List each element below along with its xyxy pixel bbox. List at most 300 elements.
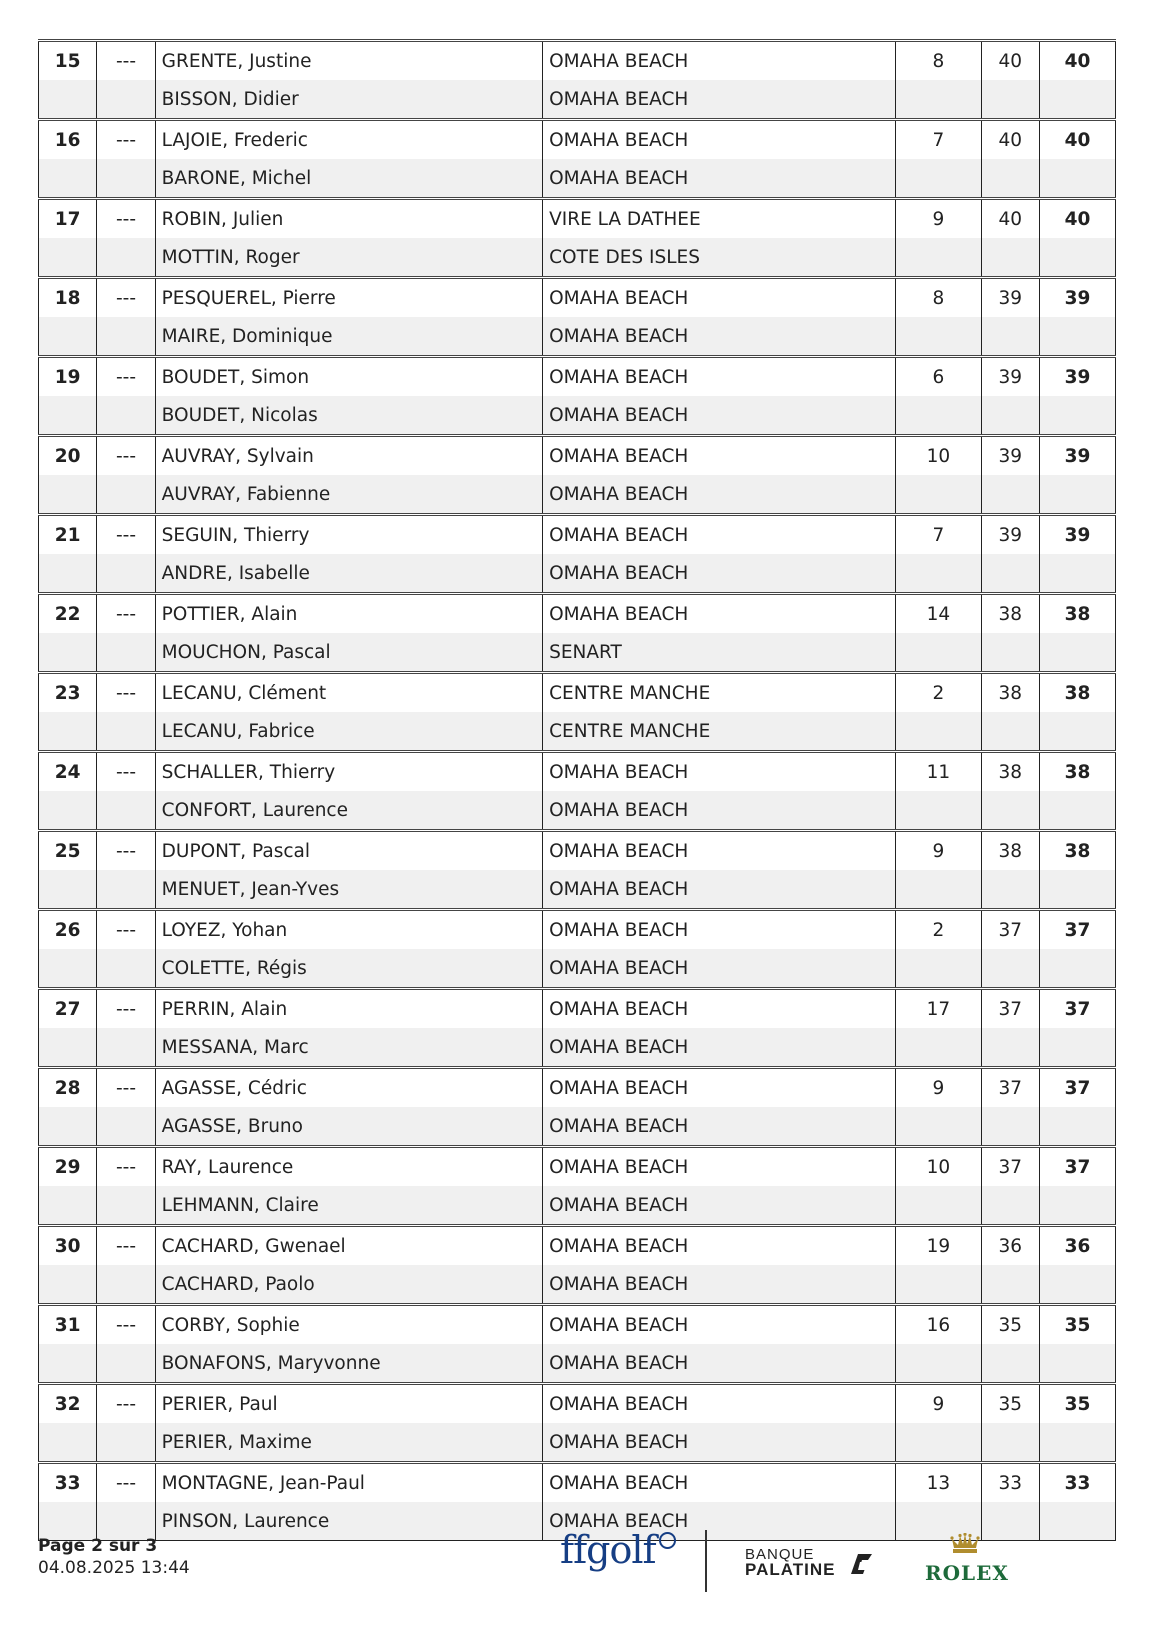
brut-score-cell-empty: [981, 317, 1039, 357]
player-name-cell: AGASSE, Cédric: [155, 1068, 542, 1108]
banque-palatine-emblem-icon: [848, 1550, 874, 1576]
rank-cell: 31: [39, 1305, 97, 1345]
rank-cell: 20: [39, 436, 97, 476]
partner-name-cell: BOUDET, Nicolas: [155, 396, 542, 436]
player-name-cell: ROBIN, Julien: [155, 199, 542, 239]
handicap-cell: 19: [896, 1226, 981, 1266]
marker-cell: ---: [97, 910, 155, 950]
total-score-cell-empty: [1039, 1028, 1115, 1068]
total-score-cell: 37: [1039, 1147, 1115, 1187]
brut-score-cell-empty: [981, 396, 1039, 436]
partner-name-cell: PERIER, Maxime: [155, 1423, 542, 1463]
total-score-cell-empty: [1039, 1107, 1115, 1147]
partner-club-cell: OMAHA BEACH: [543, 1502, 896, 1541]
brut-score-cell: 38: [981, 752, 1039, 792]
total-score-cell-empty: [1039, 712, 1115, 752]
total-score-cell: 39: [1039, 278, 1115, 318]
brut-score-cell-empty: [981, 1423, 1039, 1463]
brut-score-cell-empty: [981, 475, 1039, 515]
total-score-cell-empty: [1039, 870, 1115, 910]
handicap-cell: 7: [896, 515, 981, 555]
rank-cell: 28: [39, 1068, 97, 1108]
brut-score-cell: 40: [981, 41, 1039, 81]
club-cell: OMAHA BEACH: [543, 357, 896, 397]
rank-cell: 32: [39, 1384, 97, 1424]
brut-score-cell-empty: [981, 1186, 1039, 1226]
marker-cell: ---: [97, 989, 155, 1029]
handicap-cell-empty: [896, 1344, 981, 1384]
club-cell: OMAHA BEACH: [543, 1384, 896, 1424]
rank-cell-empty: [39, 712, 97, 752]
marker-cell-empty: [97, 159, 155, 199]
handicap-cell-empty: [896, 475, 981, 515]
team-row-main: [39, 1305, 1116, 1345]
team-row-main: [39, 1226, 1116, 1266]
handicap-cell: 2: [896, 673, 981, 713]
results-body: [39, 41, 1116, 1541]
club-cell: VIRE LA DATHEE: [543, 199, 896, 239]
rank-cell: 18: [39, 278, 97, 318]
brut-score-cell: 38: [981, 594, 1039, 634]
ffgolf-logo: [560, 1528, 656, 1572]
partner-club-cell: OMAHA BEACH: [543, 1186, 896, 1226]
partner-name-cell: CONFORT, Laurence: [155, 791, 542, 831]
marker-cell-empty: [97, 317, 155, 357]
team-row-main: [39, 831, 1116, 871]
team-row-main: [39, 910, 1116, 950]
brut-score-cell-empty: [981, 791, 1039, 831]
rank-cell: 19: [39, 357, 97, 397]
handicap-cell-empty: [896, 159, 981, 199]
club-cell: CENTRE MANCHE: [543, 673, 896, 713]
partner-club-cell: OMAHA BEACH: [543, 949, 896, 989]
partner-name-cell: LEHMANN, Claire: [155, 1186, 542, 1226]
partner-club-cell: OMAHA BEACH: [543, 1423, 896, 1463]
handicap-cell-empty: [896, 633, 981, 673]
team-row-main: [39, 436, 1116, 476]
marker-cell-empty: [97, 475, 155, 515]
partner-name-cell: BONAFONS, Maryvonne: [155, 1344, 542, 1384]
handicap-cell: 7: [896, 120, 981, 160]
team-row-main: [39, 1068, 1116, 1108]
marker-cell-empty: [97, 791, 155, 831]
club-cell: OMAHA BEACH: [543, 1147, 896, 1187]
club-cell: OMAHA BEACH: [543, 1068, 896, 1108]
brut-score-cell: 37: [981, 989, 1039, 1029]
total-score-cell-empty: [1039, 633, 1115, 673]
brut-score-cell-empty: [981, 870, 1039, 910]
player-name-cell: GRENTE, Justine: [155, 41, 542, 81]
marker-cell: ---: [97, 673, 155, 713]
handicap-cell: 6: [896, 357, 981, 397]
team-row-partner: [39, 712, 1116, 752]
team-row-partner: [39, 791, 1116, 831]
rank-cell-empty: [39, 791, 97, 831]
marker-cell-empty: [97, 1423, 155, 1463]
team-row-partner: [39, 396, 1116, 436]
club-cell: OMAHA BEACH: [543, 989, 896, 1029]
club-cell: OMAHA BEACH: [543, 278, 896, 318]
total-score-cell: 33: [1039, 1463, 1115, 1503]
handicap-cell-empty: [896, 949, 981, 989]
team-row-partner: [39, 1186, 1116, 1226]
player-name-cell: PESQUEREL, Pierre: [155, 278, 542, 318]
brut-score-cell-empty: [981, 633, 1039, 673]
marker-cell: ---: [97, 1384, 155, 1424]
handicap-cell: 14: [896, 594, 981, 634]
player-name-cell: POTTIER, Alain: [155, 594, 542, 634]
marker-cell: ---: [97, 831, 155, 871]
partner-club-cell: OMAHA BEACH: [543, 870, 896, 910]
rank-cell-empty: [39, 1502, 97, 1541]
partner-club-cell: CENTRE MANCHE: [543, 712, 896, 752]
team-row-main: [39, 752, 1116, 792]
team-row-main: [39, 357, 1116, 397]
brut-score-cell: 35: [981, 1384, 1039, 1424]
total-score-cell: 35: [1039, 1305, 1115, 1345]
partner-name-cell: BARONE, Michel: [155, 159, 542, 199]
handicap-cell: 9: [896, 1068, 981, 1108]
rank-cell-empty: [39, 949, 97, 989]
team-row-main: [39, 1384, 1116, 1424]
marker-cell-empty: [97, 238, 155, 278]
handicap-cell: 8: [896, 41, 981, 81]
rank-cell: 26: [39, 910, 97, 950]
club-cell: OMAHA BEACH: [543, 831, 896, 871]
rank-cell-empty: [39, 1186, 97, 1226]
marker-cell-empty: [97, 870, 155, 910]
rank-cell: 29: [39, 1147, 97, 1187]
total-score-cell: 39: [1039, 515, 1115, 555]
rank-cell-empty: [39, 554, 97, 594]
rank-cell: 25: [39, 831, 97, 871]
marker-cell-empty: [97, 949, 155, 989]
handicap-cell: 10: [896, 436, 981, 476]
partner-name-cell: LECANU, Fabrice: [155, 712, 542, 752]
marker-cell: ---: [97, 1463, 155, 1503]
handicap-cell-empty: [896, 317, 981, 357]
rank-cell-empty: [39, 1344, 97, 1384]
brut-score-cell: 39: [981, 357, 1039, 397]
total-score-cell: 38: [1039, 831, 1115, 871]
marker-cell-empty: [97, 1028, 155, 1068]
marker-cell: ---: [97, 1147, 155, 1187]
partner-club-cell: OMAHA BEACH: [543, 80, 896, 120]
partner-name-cell: MENUET, Jean-Yves: [155, 870, 542, 910]
partner-club-cell: OMAHA BEACH: [543, 317, 896, 357]
team-row-main: [39, 989, 1116, 1029]
total-score-cell-empty: [1039, 396, 1115, 436]
team-row-partner: [39, 238, 1116, 278]
player-name-cell: LAJOIE, Frederic: [155, 120, 542, 160]
player-name-cell: PERIER, Paul: [155, 1384, 542, 1424]
player-name-cell: SCHALLER, Thierry: [155, 752, 542, 792]
handicap-cell: 11: [896, 752, 981, 792]
handicap-cell-empty: [896, 1423, 981, 1463]
brut-score-cell: 37: [981, 1068, 1039, 1108]
banque-palatine-logo: [745, 1548, 835, 1578]
rank-cell-empty: [39, 1423, 97, 1463]
marker-cell: ---: [97, 594, 155, 634]
partner-club-cell: OMAHA BEACH: [543, 1107, 896, 1147]
partner-name-cell: AGASSE, Bruno: [155, 1107, 542, 1147]
total-score-cell: 40: [1039, 199, 1115, 239]
partner-name-cell: MAIRE, Dominique: [155, 317, 542, 357]
brut-score-cell: 40: [981, 120, 1039, 160]
total-score-cell-empty: [1039, 791, 1115, 831]
rank-cell: 17: [39, 199, 97, 239]
partner-club-cell: OMAHA BEACH: [543, 1028, 896, 1068]
team-row-partner: [39, 1423, 1116, 1463]
handicap-cell-empty: [896, 396, 981, 436]
handicap-cell: 17: [896, 989, 981, 1029]
rank-cell-empty: [39, 1265, 97, 1305]
partner-club-cell: OMAHA BEACH: [543, 554, 896, 594]
handicap-cell: 9: [896, 831, 981, 871]
handicap-cell-empty: [896, 1028, 981, 1068]
print-datetime: 04.08.2025 13:44: [38, 1558, 190, 1578]
partner-club-cell: OMAHA BEACH: [543, 159, 896, 199]
handicap-cell: 9: [896, 1384, 981, 1424]
rank-cell: 16: [39, 120, 97, 160]
team-row-main: [39, 594, 1116, 634]
marker-cell: ---: [97, 752, 155, 792]
marker-cell: ---: [97, 120, 155, 160]
handicap-cell: 10: [896, 1147, 981, 1187]
rank-cell-empty: [39, 159, 97, 199]
brut-score-cell: 40: [981, 199, 1039, 239]
total-score-cell: 39: [1039, 436, 1115, 476]
team-row-partner: [39, 475, 1116, 515]
total-score-cell: 38: [1039, 594, 1115, 634]
club-cell: OMAHA BEACH: [543, 1463, 896, 1503]
total-score-cell: 36: [1039, 1226, 1115, 1266]
handicap-cell-empty: [896, 1107, 981, 1147]
handicap-cell-empty: [896, 712, 981, 752]
total-score-cell-empty: [1039, 554, 1115, 594]
total-score-cell: 40: [1039, 120, 1115, 160]
handicap-cell-empty: [896, 870, 981, 910]
brut-score-cell: 38: [981, 673, 1039, 713]
total-score-cell-empty: [1039, 475, 1115, 515]
club-cell: OMAHA BEACH: [543, 594, 896, 634]
player-name-cell: BOUDET, Simon: [155, 357, 542, 397]
marker-cell: ---: [97, 278, 155, 318]
total-score-cell: 35: [1039, 1384, 1115, 1424]
rank-cell: 33: [39, 1463, 97, 1503]
marker-cell-empty: [97, 1265, 155, 1305]
rank-cell-empty: [39, 80, 97, 120]
team-row-partner: [39, 317, 1116, 357]
team-row-partner: [39, 80, 1116, 120]
team-row-partner: [39, 1028, 1116, 1068]
marker-cell: ---: [97, 1305, 155, 1345]
ffgolf-logo-text: ffgolf: [560, 1528, 656, 1572]
total-score-cell-empty: [1039, 80, 1115, 120]
handicap-cell: 2: [896, 910, 981, 950]
marker-cell-empty: [97, 1344, 155, 1384]
team-row-main: [39, 515, 1116, 555]
brut-score-cell-empty: [981, 1344, 1039, 1384]
team-row-partner: [39, 870, 1116, 910]
brut-score-cell: 38: [981, 831, 1039, 871]
handicap-cell-empty: [896, 80, 981, 120]
marker-cell: ---: [97, 41, 155, 81]
rank-cell: 23: [39, 673, 97, 713]
banque-logo-line2: PALATINE: [745, 1560, 836, 1579]
brut-score-cell-empty: [981, 238, 1039, 278]
rank-cell-empty: [39, 238, 97, 278]
club-cell: OMAHA BEACH: [543, 1305, 896, 1345]
brut-score-cell-empty: [981, 1265, 1039, 1305]
total-score-cell-empty: [1039, 1344, 1115, 1384]
partner-name-cell: MOTTIN, Roger: [155, 238, 542, 278]
marker-cell-empty: [97, 633, 155, 673]
total-score-cell-empty: [1039, 1423, 1115, 1463]
rolex-logo: [925, 1533, 1009, 1585]
player-name-cell: LECANU, Clément: [155, 673, 542, 713]
rolex-crown-icon: [950, 1533, 980, 1555]
partner-club-cell: SENART: [543, 633, 896, 673]
marker-cell: ---: [97, 515, 155, 555]
rank-cell-empty: [39, 1028, 97, 1068]
brut-score-cell-empty: [981, 554, 1039, 594]
total-score-cell-empty: [1039, 949, 1115, 989]
total-score-cell: 40: [1039, 41, 1115, 81]
team-row-main: [39, 1463, 1116, 1503]
player-name-cell: AUVRAY, Sylvain: [155, 436, 542, 476]
partner-name-cell: PINSON, Laurence: [155, 1502, 542, 1541]
banque-logo-line1: BANQUE: [745, 1546, 815, 1563]
team-row-partner: [39, 949, 1116, 989]
registered-mark-icon: [659, 1532, 676, 1549]
rank-cell: 21: [39, 515, 97, 555]
player-name-cell: RAY, Laurence: [155, 1147, 542, 1187]
logo-divider: [705, 1530, 707, 1592]
team-row-partner: [39, 1107, 1116, 1147]
total-score-cell: 37: [1039, 989, 1115, 1029]
page-number: Page 2 sur 3: [38, 1536, 158, 1556]
team-row-main: [39, 278, 1116, 318]
partner-name-cell: MOUCHON, Pascal: [155, 633, 542, 673]
club-cell: OMAHA BEACH: [543, 752, 896, 792]
player-name-cell: LOYEZ, Yohan: [155, 910, 542, 950]
partner-club-cell: COTE DES ISLES: [543, 238, 896, 278]
player-name-cell: MONTAGNE, Jean-Paul: [155, 1463, 542, 1503]
club-cell: OMAHA BEACH: [543, 1226, 896, 1266]
brut-score-cell-empty: [981, 159, 1039, 199]
brut-score-cell: 39: [981, 436, 1039, 476]
rank-cell: 24: [39, 752, 97, 792]
handicap-cell: 13: [896, 1463, 981, 1503]
rank-cell-empty: [39, 317, 97, 357]
player-name-cell: CACHARD, Gwenael: [155, 1226, 542, 1266]
total-score-cell: 37: [1039, 910, 1115, 950]
team-row-partner: [39, 159, 1116, 199]
marker-cell-empty: [97, 396, 155, 436]
total-score-cell-empty: [1039, 238, 1115, 278]
partner-club-cell: OMAHA BEACH: [543, 396, 896, 436]
player-name-cell: CORBY, Sophie: [155, 1305, 542, 1345]
marker-cell-empty: [97, 1107, 155, 1147]
partner-name-cell: MESSANA, Marc: [155, 1028, 542, 1068]
partner-club-cell: OMAHA BEACH: [543, 791, 896, 831]
handicap-cell: 8: [896, 278, 981, 318]
partner-club-cell: OMAHA BEACH: [543, 1265, 896, 1305]
player-name-cell: SEGUIN, Thierry: [155, 515, 542, 555]
rank-cell-empty: [39, 1107, 97, 1147]
team-row-main: [39, 120, 1116, 160]
brut-score-cell: 33: [981, 1463, 1039, 1503]
team-row-partner: [39, 1344, 1116, 1384]
brut-score-cell: 37: [981, 1147, 1039, 1187]
total-score-cell-empty: [1039, 317, 1115, 357]
rank-cell: 15: [39, 41, 97, 81]
rank-cell: 27: [39, 989, 97, 1029]
partner-name-cell: COLETTE, Régis: [155, 949, 542, 989]
partner-name-cell: BISSON, Didier: [155, 80, 542, 120]
partner-name-cell: ANDRE, Isabelle: [155, 554, 542, 594]
team-row-partner: [39, 554, 1116, 594]
handicap-cell-empty: [896, 1186, 981, 1226]
marker-cell-empty: [97, 1186, 155, 1226]
total-score-cell: 37: [1039, 1068, 1115, 1108]
brut-score-cell-empty: [981, 949, 1039, 989]
brut-score-cell-empty: [981, 1107, 1039, 1147]
results-table: [38, 39, 1116, 1541]
partner-club-cell: OMAHA BEACH: [543, 475, 896, 515]
handicap-cell-empty: [896, 1265, 981, 1305]
marker-cell: ---: [97, 1226, 155, 1266]
partner-club-cell: OMAHA BEACH: [543, 1344, 896, 1384]
rank-cell-empty: [39, 396, 97, 436]
brut-score-cell: 39: [981, 278, 1039, 318]
rank-cell-empty: [39, 870, 97, 910]
marker-cell: ---: [97, 436, 155, 476]
total-score-cell-empty: [1039, 159, 1115, 199]
handicap-cell: 16: [896, 1305, 981, 1345]
marker-cell-empty: [97, 554, 155, 594]
team-row-partner: [39, 633, 1116, 673]
brut-score-cell: 39: [981, 515, 1039, 555]
rank-cell: 22: [39, 594, 97, 634]
club-cell: OMAHA BEACH: [543, 515, 896, 555]
total-score-cell-empty: [1039, 1265, 1115, 1305]
partner-name-cell: AUVRAY, Fabienne: [155, 475, 542, 515]
rank-cell: 30: [39, 1226, 97, 1266]
rank-cell-empty: [39, 633, 97, 673]
handicap-cell-empty: [896, 238, 981, 278]
total-score-cell: 38: [1039, 673, 1115, 713]
total-score-cell-empty: [1039, 1502, 1115, 1541]
marker-cell: ---: [97, 357, 155, 397]
team-row-main: [39, 1147, 1116, 1187]
brut-score-cell: 37: [981, 910, 1039, 950]
club-cell: OMAHA BEACH: [543, 910, 896, 950]
team-row-main: [39, 199, 1116, 239]
rolex-logo-text: ROLEX: [925, 1561, 1009, 1585]
handicap-cell-empty: [896, 554, 981, 594]
brut-score-cell: 36: [981, 1226, 1039, 1266]
total-score-cell-empty: [1039, 1186, 1115, 1226]
team-row-main: [39, 673, 1116, 713]
total-score-cell: 38: [1039, 752, 1115, 792]
partner-name-cell: CACHARD, Paolo: [155, 1265, 542, 1305]
brut-score-cell: 35: [981, 1305, 1039, 1345]
team-row-partner: [39, 1265, 1116, 1305]
handicap-cell-empty: [896, 791, 981, 831]
player-name-cell: PERRIN, Alain: [155, 989, 542, 1029]
